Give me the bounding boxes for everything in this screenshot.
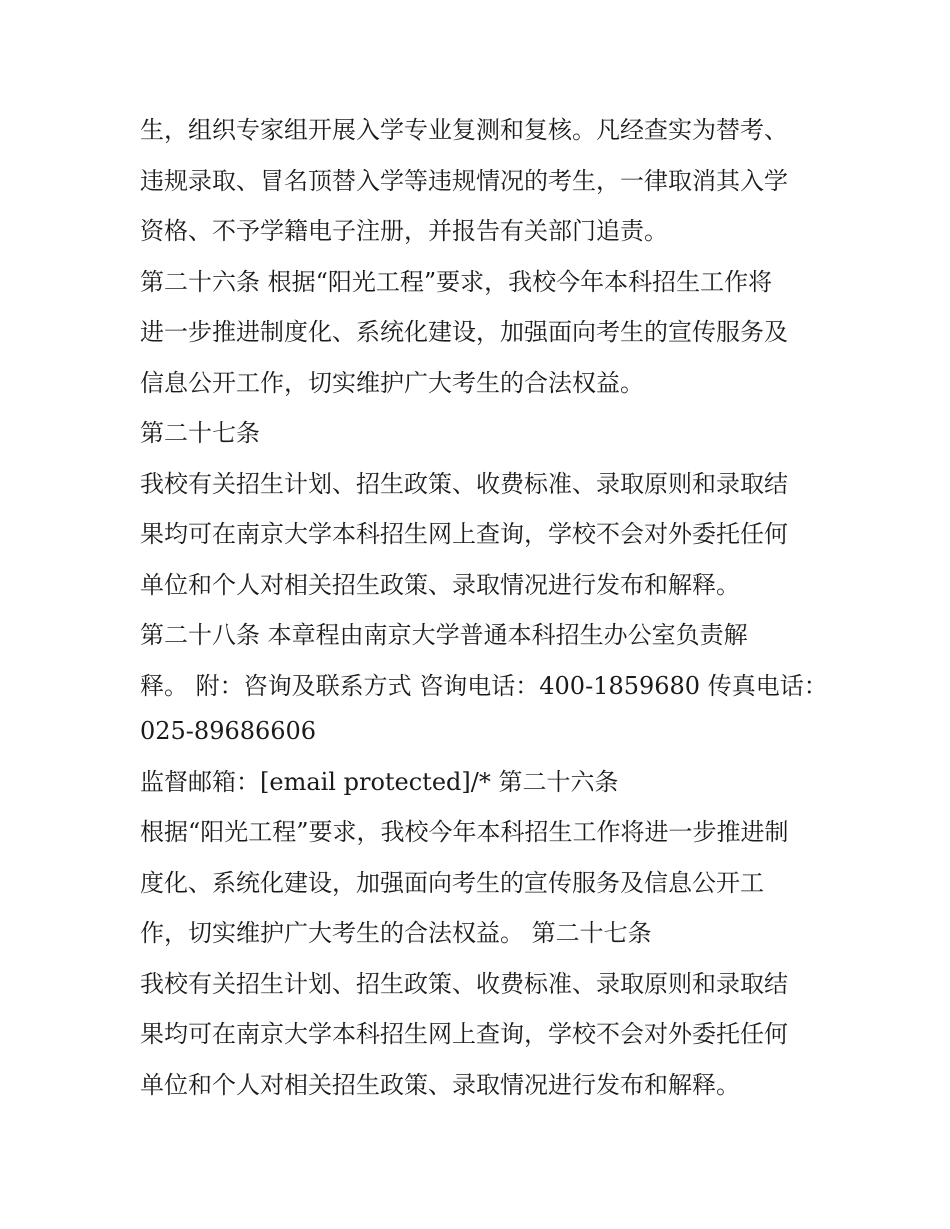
text-line: 监督邮箱：[email protected]/* 第二十六条	[140, 768, 619, 796]
text-line: 违规录取、冒名顶替入学等违规情况的考生，一律取消其入学	[140, 167, 788, 195]
text-line: 释。 附：咨询及联系方式 咨询电话：400-1859680 传真电话：	[140, 672, 828, 700]
text-line: 进一步推进制度化、系统化建设，加强面向考生的宣传服务及	[140, 318, 788, 346]
text-line: 第二十六条 根据“阳光工程”要求，我校今年本科招生工作将	[140, 268, 773, 296]
text-line: 果均可在南京大学本科招生网上查询，学校不会对外委托任何	[140, 520, 788, 548]
text-line: 生，组织专家组开展入学专业复测和复核。凡经查实为替考、	[140, 116, 788, 144]
text-line: 作，切实维护广大考生的合法权益。 第二十七条	[140, 919, 652, 947]
text-line: 信息公开工作，切实维护广大考生的合法权益。	[140, 369, 644, 397]
text-line: 资格、不予学籍电子注册，并报告有关部门追责。	[140, 217, 668, 245]
text-line: 单位和个人对相关招生政策、录取情况进行发布和解释。	[140, 1071, 740, 1099]
text-line: 根据“阳光工程”要求，我校今年本科招生工作将进一步推进制	[140, 818, 789, 846]
text-line: 我校有关招生计划、招生政策、收费标准、录取原则和录取结	[140, 470, 788, 498]
text-line: 度化、系统化建设，加强面向考生的宣传服务及信息公开工	[140, 869, 764, 897]
text-line: 第二十八条 本章程由南京大学普通本科招生办公室负责解	[140, 621, 748, 649]
text-line: 单位和个人对相关招生政策、录取情况进行发布和解释。	[140, 571, 740, 599]
text-line: 025-89686606	[140, 717, 317, 745]
text-line: 果均可在南京大学本科招生网上查询，学校不会对外委托任何	[140, 1020, 788, 1048]
text-line: 我校有关招生计划、招生政策、收费标准、录取原则和录取结	[140, 970, 788, 998]
text-line: 第二十七条	[140, 419, 260, 447]
